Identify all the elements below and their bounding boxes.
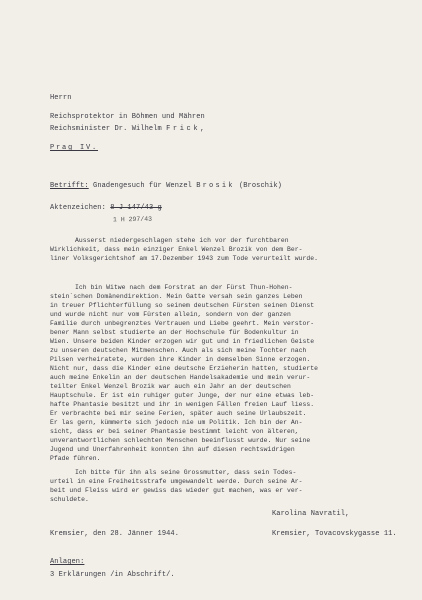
signature-address: Kremsier, Tovacovskygasse 11.: [272, 530, 397, 538]
text-line: Ich bin Witwe nach dem Forstrat an der Fürst Thun-Hohen-: [75, 284, 293, 291]
text-line: Er verbrachte bei mir seine Ferien, später auch seine Urlaubszeit.: [50, 410, 307, 417]
text-line: Familie durch unbegrenztes Vertrauen und Liebe geehrt. Mein verstor-: [50, 320, 315, 327]
text-line: Er las gern, kümmerte sich jedoch nie um Politik. Ich bin der An-: [50, 419, 303, 426]
text-line: Hauptschule. Er ist ein ruhiger guter Junge, der nur eine etwas leb-: [50, 392, 315, 399]
paragraph-3: [50, 468, 410, 504]
paragraph-2: [50, 283, 410, 463]
text-line: und wurde nicht nur vom Fürsten allein, sondern von der ganzen: [50, 311, 291, 318]
salutation: Herrn: [50, 94, 72, 102]
signature-name: Karolina Navratil,: [272, 510, 350, 518]
text-line: bener Mann selbst studierte an der Hochschule für Bodenkultur in: [50, 329, 299, 336]
text-line: Pfade führen.: [50, 455, 101, 462]
reference-line: Aktenzeichen: 8 J 147/43 g: [50, 204, 162, 212]
text-line: teilter Enkel Wenzel Brozik war auch ein Jahr an der deutschen: [50, 383, 291, 390]
text-line: hafte Phantasie besitzt und ihr in wenigen Fällen freien Lauf liess.: [50, 401, 315, 408]
text-line: in treuer Pflichterfüllung so seinem deutschen Fürsten seinen Dienst: [50, 302, 315, 309]
text-line: zu unseren deutschen Mitmenschen. Auch als sich meine Tochter nach: [50, 347, 307, 354]
text-line: schuldete.: [50, 496, 89, 503]
text-line: beit und Fleiss wird er gewiss das wieder gut machen, was er ver-: [50, 487, 303, 494]
text-line: Ich bitte für ihn als seine Grossmutter, dass sein Todes-: [75, 469, 297, 476]
text-line: sicht, dass er bei seiner Phantasie bestimmt leicht von älteren,: [50, 428, 299, 435]
reference-stamp: 1 H 297/43: [112, 215, 153, 224]
text-line: Wien. Unsere beiden Kinder erzogen wir gut und in friedlichen Geiste: [50, 338, 315, 345]
text-line: Jugend und Unerfahrenheit konnten ihn auf diesen rechtswidrigen: [50, 446, 295, 453]
text-line: urteil in eine Freiheitsstrafe umgewandelt werde. Durch seine Ar-: [50, 478, 303, 485]
attachments-label: Anlagen:: [50, 558, 85, 566]
recipient-title: Reichsprotektor in Böhmen und Mähren: [50, 113, 205, 121]
attachments-text: 3 Erklärungen /in Abschrift/.: [50, 571, 175, 579]
recipient-city: Prag IV.: [50, 144, 99, 152]
text-line: Pilsen verheiratete, wurden ihre Kinder in demselben Sinne erzogen.: [50, 356, 311, 363]
text-line: liner Volksgerichtshof am 17.Dezember 1943 zum Tode verurteilt wurde.: [50, 255, 319, 262]
text-line: auch meine Enkelin an der deutschen Handelsakademie und mein verur-: [50, 374, 311, 381]
text-line: unverantwortlichen schlechten Menschen beeinflusst wurde. Nur seine: [50, 437, 311, 444]
text-line: Nicht nur, dass die Kinder eine deutsche Erzieherin hatten, studierte: [50, 365, 319, 372]
text-line: stein´schen Domänendirektion. Mein Gatte versah sein ganzes Leben: [50, 293, 303, 300]
place-date: Kremsier, den 28. Jänner 1944.: [50, 530, 180, 538]
text-line: Ausserst niedergeschlagen stehe ich vor der furchtbaren: [75, 237, 289, 244]
recipient-name: Reichsminister Dr. Wilhelm Frick,: [50, 125, 207, 133]
text-line: Wirklichkeit, dass mein einziger Enkel Wenzel Brozik von dem Ber-: [50, 246, 303, 253]
paragraph-1: [50, 236, 410, 263]
subject-line: Betrifft: Gnadengesuch für Wenzel Brosik (Broschik): [50, 182, 282, 190]
